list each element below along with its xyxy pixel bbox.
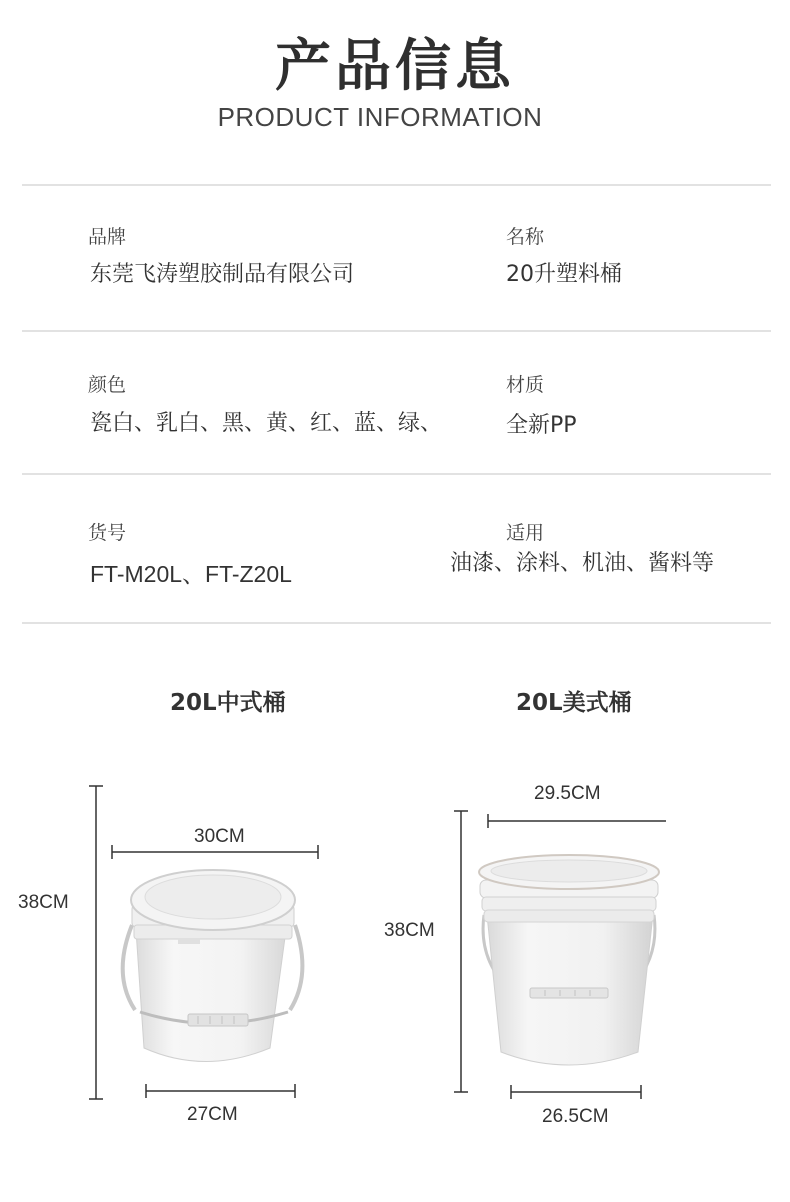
- chinese-height-dimension: [89, 786, 103, 1099]
- chinese-bucket-image: [123, 870, 303, 1062]
- usage-value: 油漆、涂料、机油、酱料等: [450, 551, 715, 576]
- american-height-label: 38CM: [384, 920, 435, 941]
- brand-label: 品牌: [88, 226, 127, 248]
- chinese-bottom-width-label: 27CM: [187, 1104, 238, 1125]
- chinese-top-width-label: 30CM: [194, 826, 245, 847]
- american-height-dimension: [454, 811, 468, 1092]
- name-label: 名称: [506, 226, 545, 248]
- american-bottom-dimension: [511, 1085, 641, 1099]
- color-label: 颜色: [88, 374, 127, 396]
- american-bottom-width-label: 26.5CM: [542, 1106, 609, 1127]
- american-bucket-title: 20L美式桶: [516, 690, 632, 716]
- item-no-value: FT-M20L、FT-Z20L: [90, 561, 292, 587]
- material-label: 材质: [506, 374, 545, 396]
- american-bucket-image: [479, 855, 659, 1065]
- page-title: 产品信息: [275, 34, 515, 99]
- chinese-height-label: 38CM: [18, 892, 69, 913]
- american-top-width-label: 29.5CM: [534, 783, 601, 804]
- material-value: 全新PP: [506, 413, 577, 438]
- item-no-label: 货号: [88, 522, 127, 544]
- chinese-bottom-dimension: [146, 1084, 295, 1098]
- brand-value: 东莞飞涛塑胶制品有限公司: [90, 262, 355, 287]
- american-top-dimension: [488, 814, 666, 828]
- usage-label: 适用: [506, 522, 545, 544]
- color-value: 瓷白、乳白、黑、黄、红、蓝、绿、: [90, 411, 443, 436]
- page-subtitle: PRODUCT INFORMATION: [217, 102, 543, 132]
- name-value: 20升塑料桶: [506, 262, 622, 287]
- chinese-bucket-title: 20L中式桶: [170, 690, 286, 716]
